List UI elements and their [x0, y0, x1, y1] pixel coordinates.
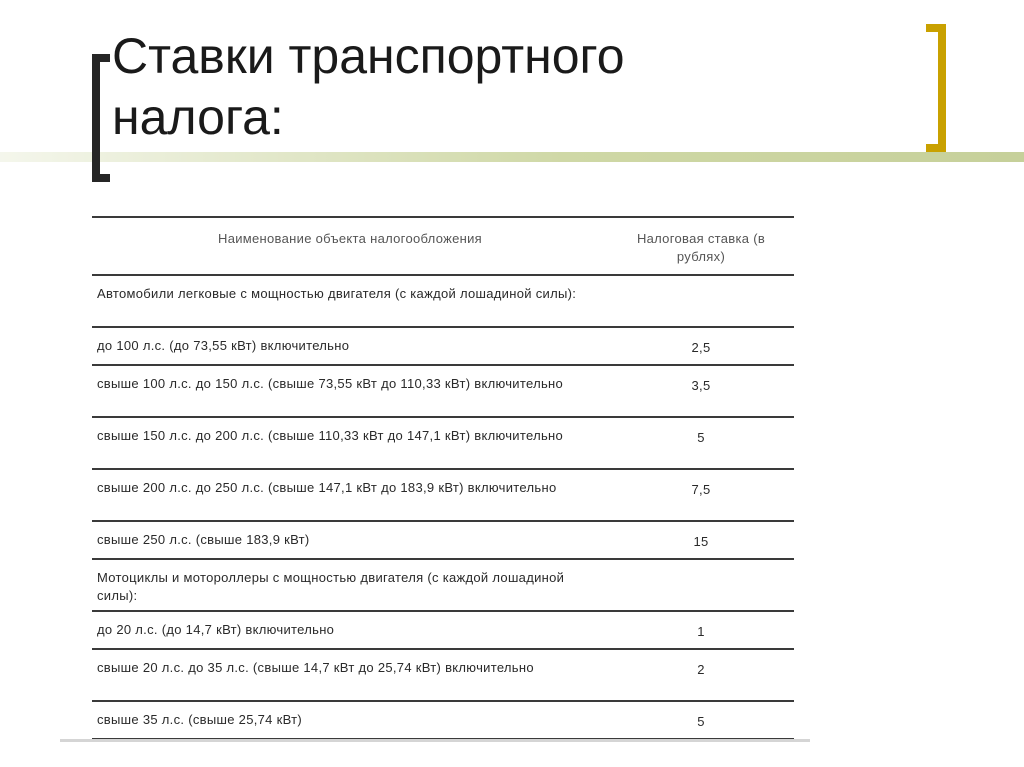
row-rate-cell: 2,5: [691, 340, 711, 355]
row-name: до 20 л.с. (до 14,7 кВт) включительно: [97, 622, 335, 637]
decorative-stripe: [0, 152, 1024, 162]
row-rate-cell: 15: [693, 534, 709, 549]
row-name-cell: [92, 649, 607, 701]
row-name-cell: [92, 611, 607, 649]
row-name-cell: [92, 417, 607, 469]
table-row: [92, 327, 794, 365]
row-name: свыше 100 л.с. до 150 л.с. (свыше 73,55 кВт до 110,33 кВт) включительно: [97, 376, 564, 391]
slide-title: [112, 26, 812, 148]
row-rate-cell: 3,5: [691, 378, 711, 393]
bottom-divider: [60, 739, 810, 742]
row-name-cell: [92, 275, 607, 327]
row-name: свыше 20 л.с. до 35 л.с. (свыше 14,7 кВт до 25,74 кВт) включительно: [97, 660, 534, 675]
table-row: [92, 365, 794, 417]
table-row: [92, 701, 794, 739]
table-row: [92, 469, 794, 521]
row-rate-cell: [607, 275, 794, 327]
right-bracket-decoration: [926, 24, 946, 152]
row-name-cell: [92, 521, 607, 559]
table-row: [92, 611, 794, 649]
left-bracket-decoration: [92, 54, 110, 182]
row-rate-cell: 7,5: [691, 482, 711, 497]
table-header-row: [92, 217, 794, 275]
row-name: до 100 л.с. (до 73,55 кВт) включительно: [97, 338, 350, 353]
row-name: Автомобили легковые с мощностью двигателя (с каждой лошадиной силы):: [97, 286, 577, 301]
column-header-rate: Налоговая ставка (в рублях): [636, 231, 766, 264]
row-name-cell: [92, 327, 607, 365]
table-row: [92, 521, 794, 559]
row-rate-cell: 1: [697, 624, 705, 639]
row-name-cell: [92, 365, 607, 417]
row-name-cell: [92, 559, 607, 611]
row-rate-cell: 2: [697, 662, 705, 677]
row-name: свыше 35 л.с. (свыше 25,74 кВт): [97, 712, 303, 727]
column-header-object: Наименование объекта налогообложения: [218, 231, 482, 246]
row-name-cell: [92, 701, 607, 739]
table-row: [92, 649, 794, 701]
row-rate-cell: 5: [697, 714, 705, 729]
row-name: Мотоциклы и мотороллеры с мощностью двигателя (с каждой лошадиной силы):: [97, 570, 565, 603]
table-row: [92, 417, 794, 469]
slide-title-line-2: налога:: [112, 89, 284, 145]
table-row: [92, 559, 794, 611]
table-row: [92, 275, 794, 327]
row-rate-cell: 5: [697, 430, 705, 445]
tax-rate-table-container: [92, 216, 794, 740]
row-name: свыше 200 л.с. до 250 л.с. (свыше 147,1 кВт до 183,9 кВт) включительно: [97, 480, 557, 495]
row-rate-cell: [607, 559, 794, 611]
row-name-cell: [92, 469, 607, 521]
slide-title-line-1: Ставки транспортного: [112, 28, 625, 84]
row-name: свыше 150 л.с. до 200 л.с. (свыше 110,33 кВт до 147,1 кВт) включительно: [97, 428, 564, 443]
row-name: свыше 250 л.с. (свыше 183,9 кВт): [97, 532, 310, 547]
tax-rate-table: [92, 216, 794, 740]
